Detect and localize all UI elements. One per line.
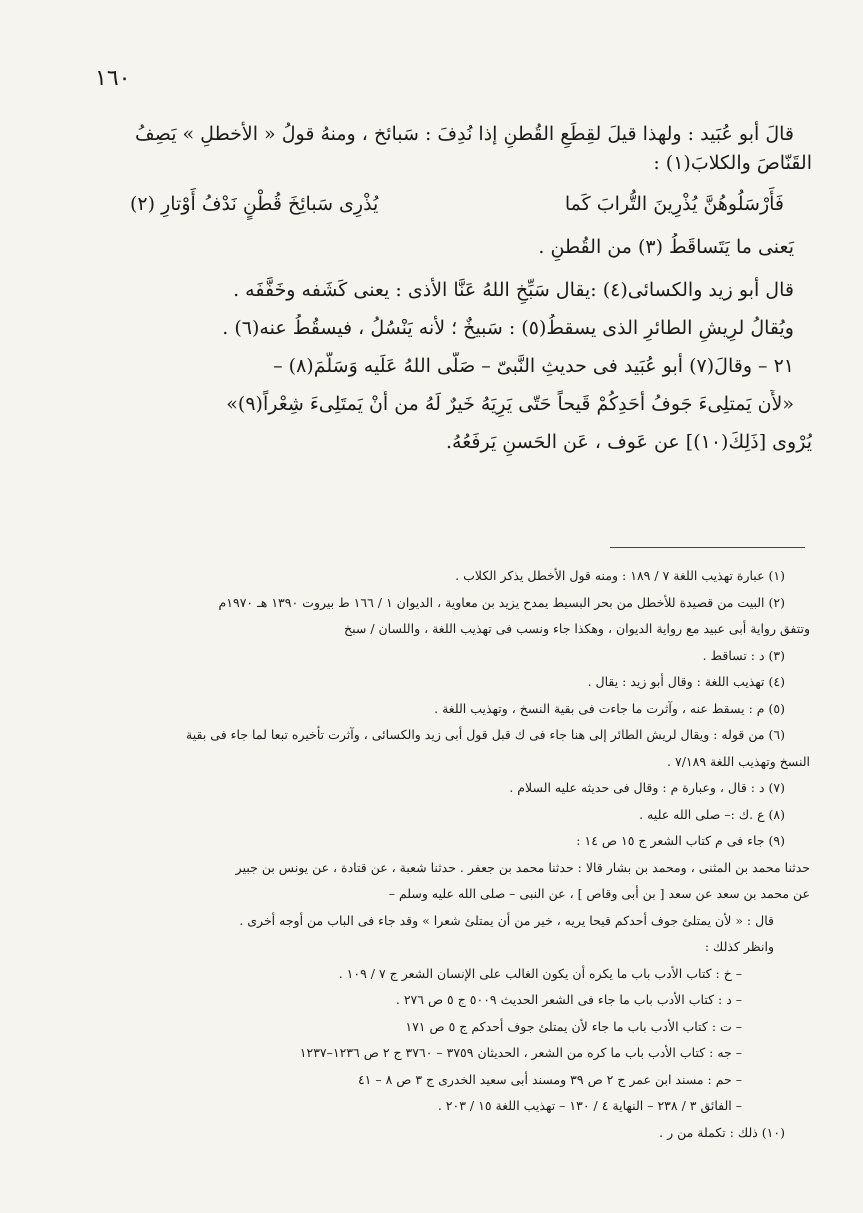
- main-line-9: يُرْوى [ذَلِكَ(١٠)] عن عَوف ، عَن الحَسنِ يَرفَعُهُ.: [445, 431, 812, 453]
- footnote-line: (١) عبارة تهذيب اللغة ٧ / ١٨٩ : ومنه قول الأخطل يذكر الكلاب .: [455, 568, 785, 583]
- footnote-line: (٧) د : قال ، وعبارة م : وقال فى حديثه عليه السلام .: [509, 780, 785, 795]
- footnote-line: (٤) تهذيب اللغة : وقال أبو زيد : يقال .: [587, 674, 785, 689]
- footnote-reference: – حم : مسند ابن عمر ج ٢ ص ٣٩ ومسند أبى سعيد الخدرى ج ٣ ص ٨ – ٤١: [357, 1071, 742, 1087]
- main-line-7: ٢١ – وقالَ(٧) أبو عُبَيد فى حديثِ النَّبىّ – صَلَّى اللهُ عَلَيه وَسَلَّمَ(٨) –: [273, 355, 794, 377]
- footnote-separator: [610, 547, 805, 548]
- verse-hemistich-left: يُذْرِى سَبائِخَ قُطْنٍ نَدْفُ أَوْتارِ (٢): [130, 193, 379, 215]
- footnote-line: وانظر كذلك :: [704, 939, 774, 954]
- main-line-1: قالَ أبو عُبَيد : ولهذا قيلَ لقِطَعِ القُطنِ إذا نُدِفَ : سَبائخ ، ومنهُ قولُ « الأخطلِ » يَصِفُ: [135, 123, 794, 145]
- main-line-5: قال أبو زيد والكسائى(٤) :يقال سَبِّخِ اللهُ عَنَّا الأذى : يعنى كَشَفه وخَفَّفَه .: [233, 279, 794, 301]
- footnote-line: (٩) جاء فى م كتاب الشعر ج ١٥ ص ١٤ :: [576, 833, 785, 848]
- footnote-reference: – خ : كتاب الأدب باب ما يكره أن يكون الغالب على الإنسان الشعر ج ٧ / ١٠٩ .: [338, 965, 742, 981]
- footnote-reference: – د : كتاب الأدب باب ما جاء فى الشعر الحديث ٥٠٠٩ ج ٥ ص ٢٧٦ .: [395, 992, 742, 1007]
- main-line-8: «لأَن يَمتلِىءَ جَوفُ أحَدِكُمْ قَيحاً حَتّى يَرِيَهُ خَيرٌ لَهُ من أَنْ يَمتَلِىءَ شِعْراً(٩)»: [226, 393, 794, 415]
- main-text: [100, 120, 812, 457]
- footnote-line: (٣) د : تساقط .: [702, 647, 785, 663]
- main-line-4: يَعنى ما يَتَساقَطُ (٣) من القُطنِ .: [538, 236, 794, 258]
- footnotes: [104, 563, 810, 1146]
- footnote-line: وتتفق رواية أبى عبيد مع رواية الديوان ، وهكذا جاء ونسب فى تهذيب اللغة ، واللسان / سبخ: [344, 621, 810, 636]
- footnote-line: حدثنا محمد بن المثنى ، ومحمد بن بشار قالا : حدثنا محمد بن جعفر . حدثنا شعبة ، عن قتادة ، عن يونس بن جبير: [235, 859, 810, 875]
- footnote-line: (٢) البيت من قصيدة للأخطل من بحر البسيط يمدح يزيد بن معاوية ، الديوان ١ / ١٦٦ ط بيروت ١٣٩٠ هـ ١٩٧٠م: [218, 594, 785, 610]
- footnote-reference: – الفائق ٣ / ٢٣٨ – النهاية ٤ / ١٣٠ – تهذيب اللغة ١٥ / ٢٠٣ .: [437, 1098, 742, 1113]
- footnote-reference: – جه : كتاب الأدب باب ما كره من الشعر ، الحديثان ٣٧٥٩ – ٣٧٦٠ ج ٢ ص ١٢٣٦–١٢٣٧: [299, 1045, 742, 1060]
- main-line-2: القَنّاصَ والكلابَ(١) :: [653, 152, 812, 174]
- footnote-line: النسخ وتهذيب اللغة ٧/١٨٩ .: [667, 753, 810, 769]
- verse-line: [100, 190, 812, 219]
- footnote-line: قال : « لأن يمتلئ جوف أحدكم قيحا يريه ، خير من أن يمتلئ شعرا » وقد جاء فى الباب من أوجه أخرى .: [239, 912, 774, 928]
- footnote-line: (٨) ع .ك :– صلى الله عليه .: [639, 806, 785, 822]
- footnote-line: عن محمد بن سعد عن سعد [ بن أبى وقاص ] ، عن النبى – صلى الله عليه وسلم –: [388, 886, 810, 901]
- page-number: ١٦٠: [95, 66, 131, 91]
- verse-hemistich-right: فَأَرْسَلُوهُنَّ يُذْرِينَ التُّرابَ كَما: [564, 193, 784, 215]
- footnote-line: (٥) م : يسقط عنه ، وآثرت ما جاءت فى بقية النسخ ، وتهذيب اللغة .: [434, 700, 785, 716]
- footnote-reference: – ت : كتاب الأدب باب ما جاء لأن يمتلئ جوف أحدكم ج ٥ ص ١٧١: [405, 1018, 742, 1034]
- footnote-line: (١٠) ذلك : تكملة من ر .: [659, 1124, 785, 1140]
- footnote-line: (٦) من قوله : ويقال لريش الطائر إلى هنا جاء فى ك قبل قول أبى زيد والكسائى ، وآثرت تأخيره تبعا لما جاء فى بقية: [186, 727, 785, 742]
- main-line-6: ويُقالُ لرِيشِ الطائرِ الذى يسقطُ(٥) : سَبيخٌ ؛ لأنه يَنْسُلُ ، فيسقُطُ عنه(٦) .: [222, 317, 794, 339]
